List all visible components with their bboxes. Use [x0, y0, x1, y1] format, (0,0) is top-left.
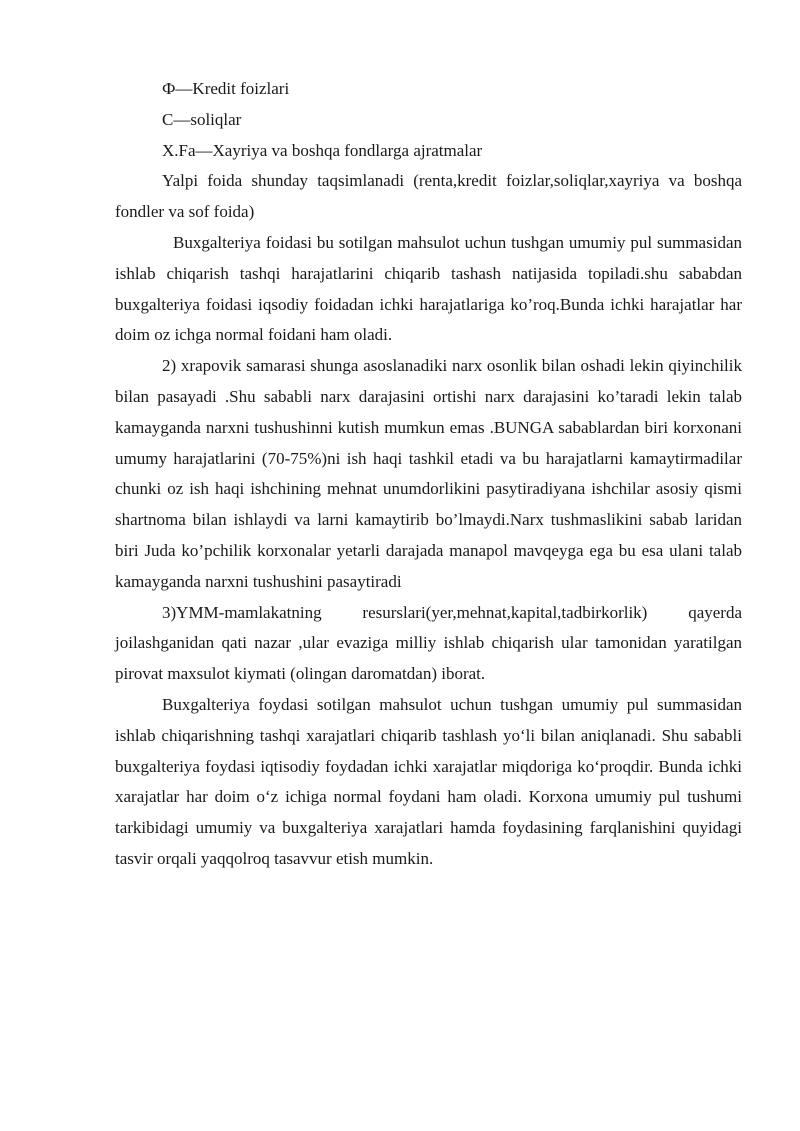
- paragraph-accounting-profit-summary: Buxgalteriya foydasi sotilgan mahsulot uchun tushgan umumiy pul summasidan ishlab chiqarishning tashqi xarajatlari chiqarib tashlash yo‘li bilan aniqlanadi. Shu sababli buxgalteriya foydasi iqtisodiy foydadan ichki xarajatlar miqdoriga ko‘proqdir. Bunda ichki xarajatlar har doim o‘z ichiga normal foydani ham oladi. Korxona umumiy pul tushumi tarkibidagi umumiy va buxgalteriya xarajatlari hamda foydasining farqlanishini quyidagi tasvir orqali yaqqolroq tasavvur etish mumkin.: [115, 694, 742, 868]
- definition-line-credit-interest: Ф—Kredit foizlari: [162, 79, 290, 98]
- paragraph-gross-profit-distribution: Yalpi foida shunday taqsimlanadi (renta,kredit foizlar,soliqlar,xayriya va boshqa fondler va sof foida): [115, 171, 742, 222]
- paragraph-gnp-definition: 3)YMM-mamlakatning resurslari(yer,mehnat,kapital,tadbirkorlik) qayerda joilashganidan qati nazar ,ular evaziga milliy ishlab chiqarish ular tamonidan yaratilgan pirovat maxsulot kiymati (olingan daromatdan) iborat.: [115, 602, 742, 684]
- paragraph-accounting-profit: Buxgalteriya foidasi bu sotilgan mahsulot uchun tushgan umumiy pul summasidan ishlab chiqarish tashqi harajatlarini chiqarib tashash natijasida topiladi.shu sababdan buxgalteriya foidasi iqsodiy foidadan ichki harajatlariga ko’roq.Bunda ichki harajatlar har doim oz ichga normal foidani ham oladi.: [115, 232, 742, 345]
- paragraph-ratchet-effect: 2) xrapovik samarasi shunga asoslanadiki narx osonlik bilan oshadi lekin qiyinchilik bilan pasayadi .Shu sababli narx darajasini ortishi narx darajasini ko’taradi lekin talab kamayganda narxni tushushinni kutish mumkun emas .BUNGA sabablardan biri korxonani umumy harajatlarini (70-75%)ni ish haqi tashkil etadi va bu harajatlarni kamaytirmadilar chunki oz ish haqi ishchining mehnat unumdorlikini pasytiradiyana ishchilar asosiy qismi shartnoma bilan ishlaydi va larni kamaytirib bo’lmaydi.Narx tushmaslikini sabab laridan biri Juda ko’pchilik korxonalar yetarli darajada manapol mavqeyga ega bu esa ulani talab kamayganda narxni tushushini pasaytiradi: [115, 356, 742, 591]
- definition-line-taxes: C—soliqlar: [162, 109, 242, 129]
- definition-line-charity: X.Fa—Xayriya va boshqa fondlarga ajratmalar: [162, 140, 483, 160]
- document-body: [115, 74, 742, 875]
